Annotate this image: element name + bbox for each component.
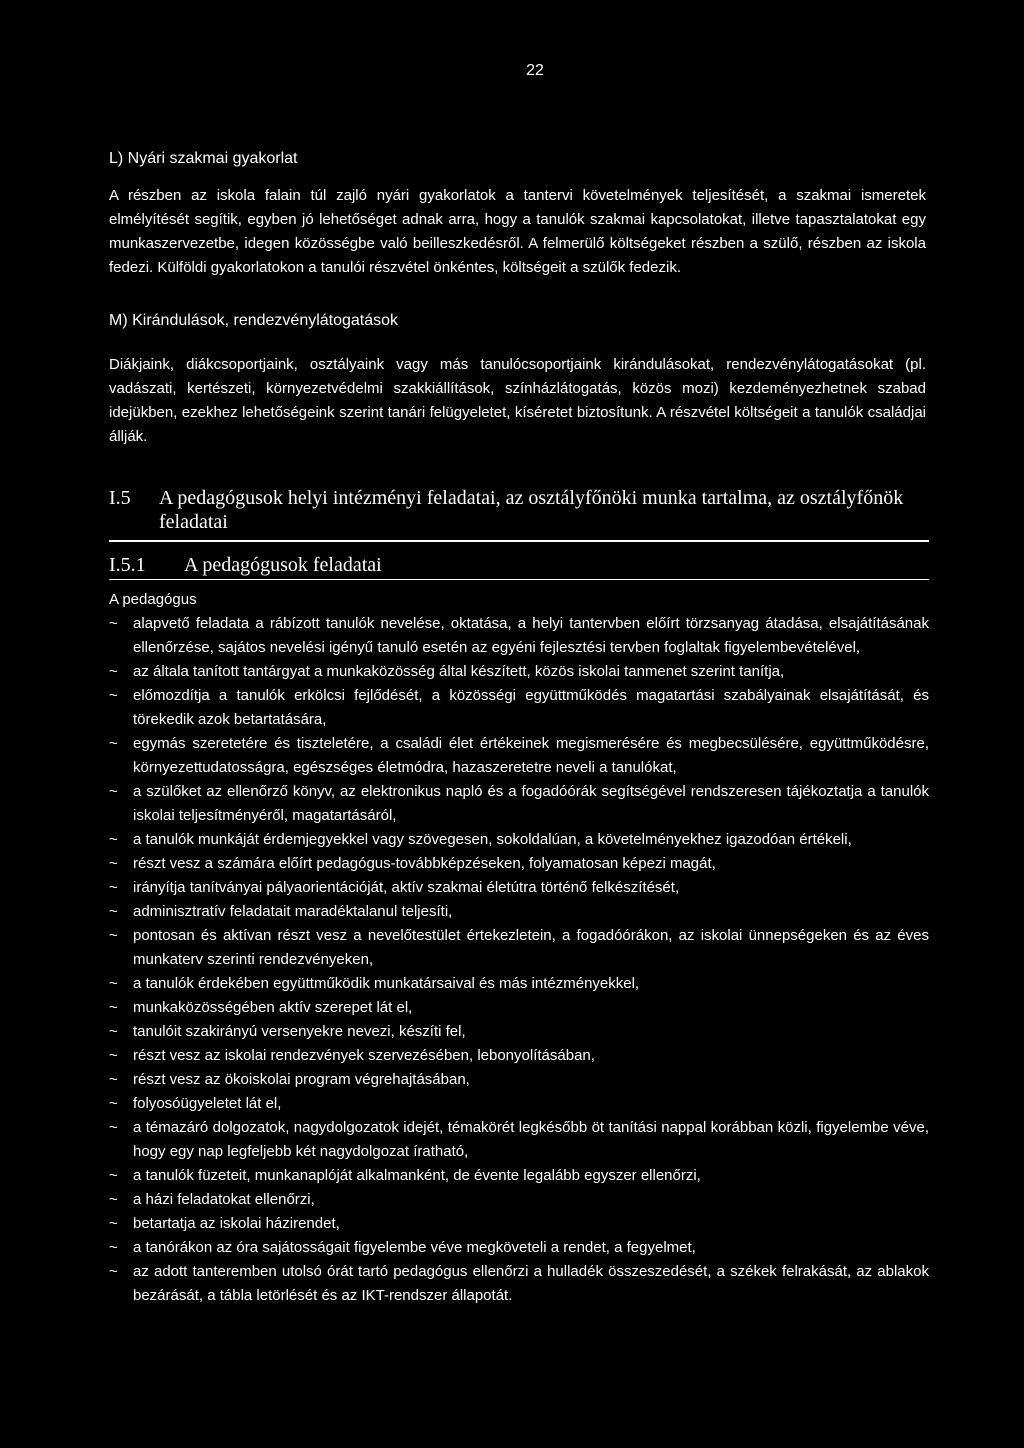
tilde-bullet-icon: ~ xyxy=(109,831,118,848)
duties-list xyxy=(109,612,929,1308)
tilde-bullet-icon: ~ xyxy=(109,663,118,680)
page-number: 22 xyxy=(526,62,544,79)
tilde-bullet-icon: ~ xyxy=(109,783,118,800)
duty-text: betartatja az iskolai házirendet, xyxy=(133,1215,340,1232)
subheading-text: A pedagógusok feladatai xyxy=(184,554,382,576)
duties-block xyxy=(109,588,929,1308)
duty-item xyxy=(109,996,929,1020)
duty-item xyxy=(109,924,929,972)
duty-item xyxy=(109,852,929,876)
duty-item xyxy=(109,684,929,732)
duty-text: alapvető feladata a rábízott tanulók nevelése, oktatása, a helyi tantervben előírt törzsanyag átadása, elsajátításának ellenőrzése, sajátos nevelési igényű tanuló esetén az egyéni fejlesztési tervben foglaltak figyelembevételével, xyxy=(133,615,929,656)
tilde-bullet-icon: ~ xyxy=(109,999,118,1016)
duty-text: a tanórákon az óra sajátosságait figyelembe véve megköveteli a rendet, a fegyelmet, xyxy=(133,1239,696,1256)
tilde-bullet-icon: ~ xyxy=(109,903,118,920)
duty-item xyxy=(109,660,929,684)
tilde-bullet-icon: ~ xyxy=(109,879,118,896)
section-m-text: Diákjaink, diákcsoportjaink, osztályaink vagy más tanulócsoportjaink kirándulásokat, rendezvénylátogatásokat (pl. vadászati, kertészeti, környezetvédelmi szakkiállítások, színházlátogatás, közös mozi) kezdeményezhetnek szabad idejükben, ezekhez lehetőségeink szerint tanári felügyeletet, kíséretet biztosítunk. A részvétel költségeit a tanulók családjai állják. xyxy=(109,356,926,445)
duty-item xyxy=(109,1044,929,1068)
tilde-bullet-icon: ~ xyxy=(109,687,118,704)
duty-text: a házi feladatokat ellenőrzi, xyxy=(133,1191,315,1208)
duty-text: a szülőket az ellenőrző könyv, az elektronikus napló és a fogadóórák segítségével rendszeresen tájékoztatja a tanulók iskolai teljesítményéről, magatartásáról, xyxy=(133,783,929,824)
duty-text: adminisztratív feladatait maradéktalanul teljesíti, xyxy=(133,903,453,920)
tilde-bullet-icon: ~ xyxy=(109,615,118,632)
duty-text: folyosóügyeletet lát el, xyxy=(133,1095,282,1112)
tilde-bullet-icon: ~ xyxy=(109,1119,118,1136)
section-l-text: A részben az iskola falain túl zajló nyári gyakorlatok a tantervi követelmények teljesítését, a szakmai ismeretek elmélyítését segítik, egyben jó lehetőséget adnak arra, hogy a tanulók szakmai kapcsolatokat, illetve tapasztalatokat egy munkaszervezetbe, idegen közösségbe való beilleszkedésről. A felmerülő költségeket részben a szülő, részben az iskola fedezi. Külföldi gyakorlatokon a tanulói részvétel önkéntes, költségeit a szülők fedezik. xyxy=(109,187,926,276)
heading-number: I.5 xyxy=(109,487,131,509)
section-l xyxy=(109,147,926,280)
duty-item xyxy=(109,1188,929,1212)
tilde-bullet-icon: ~ xyxy=(109,927,118,944)
duty-item xyxy=(109,1164,929,1188)
duty-text: munkaközösségében aktív szerepet lát el, xyxy=(133,999,413,1016)
tilde-bullet-icon: ~ xyxy=(109,1239,118,1256)
duty-item xyxy=(109,780,929,828)
subheading-number: I.5.1 xyxy=(109,554,146,576)
duty-item xyxy=(109,612,929,660)
duty-item xyxy=(109,1020,929,1044)
tilde-bullet-icon: ~ xyxy=(109,1071,118,1088)
duties-intro: A pedagógus xyxy=(109,591,197,608)
duty-text: részt vesz az ökoiskolai program végrehajtásában, xyxy=(133,1071,470,1088)
heading-section-1-5 xyxy=(109,486,929,542)
tilde-bullet-icon: ~ xyxy=(109,735,118,752)
duty-text: részt vesz a számára előírt pedagógus-továbbképzéseken, folyamatosan képezi magát, xyxy=(133,855,716,872)
tilde-bullet-icon: ~ xyxy=(109,1263,118,1280)
duty-text: részt vesz az iskolai rendezvények szervezésében, lebonyolításában, xyxy=(133,1047,595,1064)
tilde-bullet-icon: ~ xyxy=(109,975,118,992)
duty-item xyxy=(109,1212,929,1236)
duty-item xyxy=(109,732,929,780)
duty-item xyxy=(109,1092,929,1116)
duty-text: az általa tanított tantárgyat a munkaközösség által készített, közös iskolai tanmenet szerint tanítja, xyxy=(133,663,785,680)
duty-item xyxy=(109,1260,929,1308)
duty-text: előmozdítja a tanulók erkölcsi fejlődését, a közösségi együttműködés magatartási szabályainak elsajátítását, és törekedik azok betartatására, xyxy=(133,687,929,728)
section-m xyxy=(109,309,926,449)
heading-text: A pedagógusok helyi intézményi feladatai, az osztályfőnöki munka tartalma, az osztályfőnök feladatai xyxy=(159,487,904,533)
duty-text: a tanulók munkáját érdemjegyekkel vagy szövegesen, sokoldalúan, a követelményekhez igazodóan értékeli, xyxy=(133,831,852,848)
duty-text: a témazáró dolgozatok, nagydolgozatok idejét, témakörét legkésőbb öt tanítási nappal korábban közli, figyelembe véve, hogy egy nap legfeljebb két nagydolgozat íratható, xyxy=(133,1119,929,1160)
duty-item xyxy=(109,1068,929,1092)
tilde-bullet-icon: ~ xyxy=(109,1047,118,1064)
tilde-bullet-icon: ~ xyxy=(109,1215,118,1232)
duty-item xyxy=(109,1116,929,1164)
duty-item xyxy=(109,972,929,996)
tilde-bullet-icon: ~ xyxy=(109,1023,118,1040)
section-l-title: L) Nyári szakmai gyakorlat xyxy=(109,150,298,167)
tilde-bullet-icon: ~ xyxy=(109,1095,118,1112)
heading-section-1-5-1 xyxy=(109,553,929,580)
duty-text: a tanulók füzeteit, munkanaplóját alkalmanként, de évente legalább egyszer ellenőrzi, xyxy=(133,1167,701,1184)
duty-text: egymás szeretetére és tiszteletére, a családi élet értékeinek megismerésére és megbecsülésére, együttműködésre, környezettudatosságra, egészséges életmódra, hazaszeretetre neveli a tanulókat, xyxy=(133,735,929,776)
duty-text: irányítja tanítványai pályaorientációját, aktív szakmai életútra történő felkészítését, xyxy=(133,879,680,896)
duty-item xyxy=(109,828,929,852)
duty-item xyxy=(109,900,929,924)
tilde-bullet-icon: ~ xyxy=(109,855,118,872)
duty-text: pontosan és aktívan részt vesz a nevelőtestület értekezletein, a fogadóórákon, az iskolai ünnepségeken és az éves munkaterv szerinti rendezvényeken, xyxy=(133,927,929,968)
tilde-bullet-icon: ~ xyxy=(109,1167,118,1184)
section-m-title: M) Kirándulások, rendezvénylátogatások xyxy=(109,312,399,329)
duty-item xyxy=(109,1236,929,1260)
duty-text: tanulóit szakirányú versenyekre nevezi, készíti fel, xyxy=(133,1023,466,1040)
duty-text: a tanulók érdekében együttműködik munkatársaival és más intézményekkel, xyxy=(133,975,640,992)
duty-text: az adott tanteremben utolsó órát tartó pedagógus ellenőrzi a hulladék összeszedését, a székek felrakását, az ablakok bezárását, a tábla letörlését és az IKT-rendszer állapotát. xyxy=(133,1263,929,1304)
tilde-bullet-icon: ~ xyxy=(109,1191,118,1208)
duty-item xyxy=(109,876,929,900)
